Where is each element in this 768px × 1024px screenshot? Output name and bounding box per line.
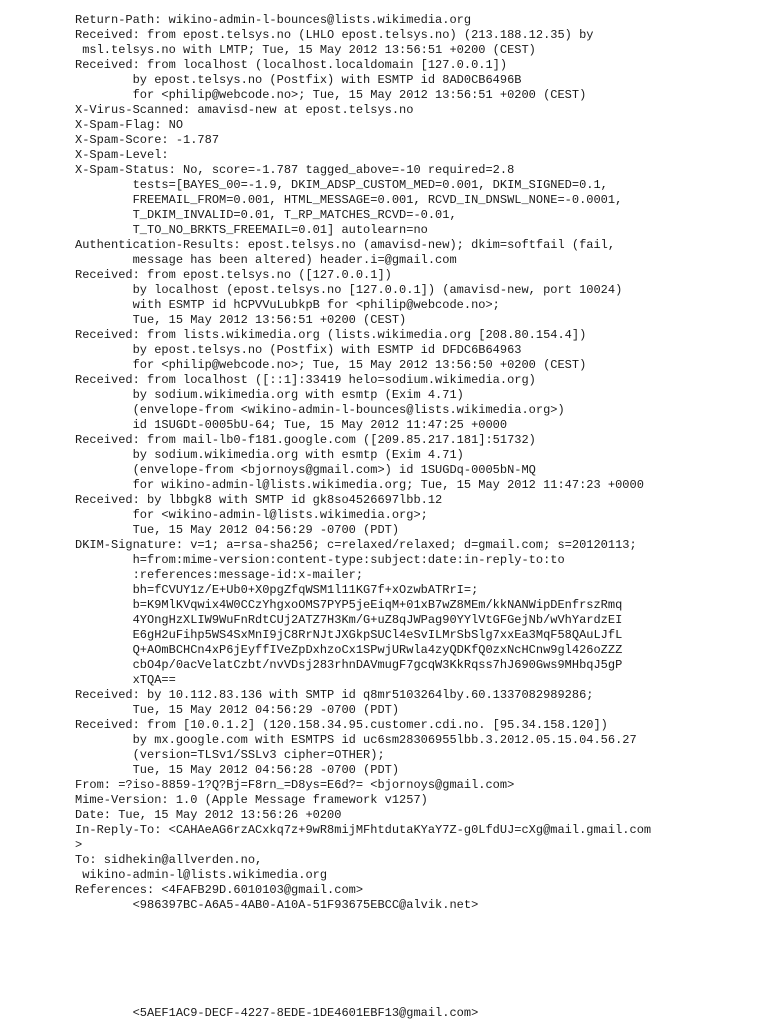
header-line: Received: from localhost (localhost.localdomain [127.0.0.1]) — [75, 58, 508, 72]
header-line: Received: from [10.0.1.2] (120.158.34.95.customer.cdi.no. [95.34.158.120]) — [75, 718, 608, 732]
header-line: X-Spam-Level: — [75, 148, 169, 162]
header-line: by localhost (epost.telsys.no [127.0.0.1]) (amavisd-new, port 10024) — [75, 283, 623, 297]
header-line: Received: from mail-lb0-f181.google.com ([209.85.217.181]:51732) — [75, 433, 536, 447]
header-line: for <wikino-admin-l@lists.wikimedia.org>; — [75, 508, 428, 522]
header-line: FREEMAIL_FROM=0.001, HTML_MESSAGE=0.001, RCVD_IN_DNSWL_NONE=-0.0001, — [75, 193, 623, 207]
header-line: Received: from localhost ([::1]:33419 helo=sodium.wikimedia.org) — [75, 373, 536, 387]
header-line: Received: by lbbgk8 with SMTP id gk8so4526697lbb.12 — [75, 493, 443, 507]
header-line: for <philip@webcode.no>; Tue, 15 May 2012 13:56:50 +0200 (CEST) — [75, 358, 587, 372]
header-line: References: <4FAFB29D.6010103@gmail.com> — [75, 883, 364, 897]
header-line: by epost.telsys.no (Postfix) with ESMTP id 8AD0CB6496B — [75, 73, 522, 87]
header-line: b=K9MlKVqwix4W0CCzYhgxoOMS7PYP5jeEiqM+01xB7wZ8MEm/kkNANWipDEnfrszRmq — [75, 598, 623, 612]
header-line: Received: from lists.wikimedia.org (lists.wikimedia.org [208.80.154.4]) — [75, 328, 587, 342]
header-line: Authentication-Results: epost.telsys.no (amavisd-new); dkim=softfail (fail, — [75, 238, 616, 252]
header-line: Received: from epost.telsys.no (LHLO epost.telsys.no) (213.188.12.35) by — [75, 28, 594, 42]
header-line: xTQA== — [75, 673, 176, 687]
header-line: Received: from epost.telsys.no ([127.0.0.1]) — [75, 268, 392, 282]
header-line: To: sidhekin@allverden.no, — [75, 853, 263, 867]
header-line: E6gH2uFihp5WS4SxMnI9jC8RrNJtJXGkpSUCl4eSvILMrSbSlg7xxEa3MqF58QAuLJfL — [75, 628, 623, 642]
header-line: Received: by 10.112.83.136 with SMTP id q8mr5103264lby.60.1337082989286; — [75, 688, 594, 702]
header-line: DKIM-Signature: v=1; a=rsa-sha256; c=relaxed/relaxed; d=gmail.com; s=20120113; — [75, 538, 637, 552]
header-line: tests=[BAYES_00=-1.9, DKIM_ADSP_CUSTOM_MED=0.001, DKIM_SIGNED=0.1, — [75, 178, 608, 192]
header-line: by epost.telsys.no (Postfix) with ESMTP id DFDC6B64963 — [75, 343, 522, 357]
header-line: :references:message-id:x-mailer; — [75, 568, 364, 582]
email-headers — [75, 13, 651, 913]
references-continuation-line: <5AEF1AC9-DECF-4227-8EDE-1DE4601EBF13@gmail.com> — [75, 1006, 479, 1020]
header-line: Q+AOmBCHCn4xP6jEyffIVeZpDxhzoCx1SPwjURwla4zyQDKfQ0zxNcHCnw9gl426oZZZ — [75, 643, 623, 657]
header-line: T_TO_NO_BRKTS_FREEMAIL=0.01] autolearn=no — [75, 223, 428, 237]
header-line: > — [75, 838, 83, 852]
header-line: msl.telsys.no with LMTP; Tue, 15 May 2012 13:56:51 +0200 (CEST) — [75, 43, 536, 57]
header-line: for wikino-admin-l@lists.wikimedia.org; Tue, 15 May 2012 11:47:23 +0000 — [75, 478, 644, 492]
header-line: (envelope-from <wikino-admin-l-bounces@lists.wikimedia.org>) — [75, 403, 565, 417]
header-line: message has been altered) header.i=@gmail.com — [75, 253, 457, 267]
header-line: X-Spam-Flag: NO — [75, 118, 184, 132]
header-line: Date: Tue, 15 May 2012 13:56:26 +0200 — [75, 808, 342, 822]
header-line: id 1SUGDt-0005bU-64; Tue, 15 May 2012 11:47:25 +0000 — [75, 418, 508, 432]
header-line: Return-Path: wikino-admin-l-bounces@lists.wikimedia.org — [75, 13, 472, 27]
header-line: with ESMTP id hCPVVuLubkpB for <philip@webcode.no>; — [75, 298, 500, 312]
header-line: <986397BC-A6A5-4AB0-A10A-51F93675EBCC@alvik.net> — [75, 898, 479, 912]
header-line: by sodium.wikimedia.org with esmtp (Exim 4.71) — [75, 448, 464, 462]
header-line: bh=fCVUY1z/E+Ub0+X0pgZfqWSM1l11KG7f+xOzwbATRrI=; — [75, 583, 479, 597]
header-line: (version=TLSv1/SSLv3 cipher=OTHER); — [75, 748, 385, 762]
header-line: Mime-Version: 1.0 (Apple Message framework v1257) — [75, 793, 428, 807]
header-line: cbO4p/0acVelatCzbt/nvVDsj283rhnDAVmugF7gcqW3KkRqss7hJ690Gws9MHbqJ5gP — [75, 658, 623, 672]
header-line: From: =?iso-8859-1?Q?Bj=F8rn_=D8ys=E6d?= <bjornoys@gmail.com> — [75, 778, 515, 792]
header-line: wikino-admin-l@lists.wikimedia.org — [75, 868, 328, 882]
header-line: Tue, 15 May 2012 04:56:29 -0700 (PDT) — [75, 703, 400, 717]
header-line: X-Virus-Scanned: amavisd-new at epost.telsys.no — [75, 103, 414, 117]
header-line: Tue, 15 May 2012 04:56:29 -0700 (PDT) — [75, 523, 400, 537]
header-line: Tue, 15 May 2012 13:56:51 +0200 (CEST) — [75, 313, 407, 327]
header-line: T_DKIM_INVALID=0.01, T_RP_MATCHES_RCVD=-0.01, — [75, 208, 457, 222]
header-line: X-Spam-Score: -1.787 — [75, 133, 220, 147]
header-line: for <philip@webcode.no>; Tue, 15 May 2012 13:56:51 +0200 (CEST) — [75, 88, 587, 102]
header-line: 4YOngHzXLIW9WuFnRdtCUj2ATZ7H3Km/G+uZ8qJWPag90YYlVtGFGejNb/wVhYardzEI — [75, 613, 623, 627]
header-line: Tue, 15 May 2012 04:56:28 -0700 (PDT) — [75, 763, 400, 777]
header-line: In-Reply-To: <CAHAeAG6rzACxkq7z+9wR8mijMFhtdutaKYaY7Z-g0LfdUJ=cXg@mail.gmail.com — [75, 823, 652, 837]
header-line: (envelope-from <bjornoys@gmail.com>) id 1SUGDq-0005bN-MQ — [75, 463, 536, 477]
header-line: h=from:mime-version:content-type:subject:date:in-reply-to:to — [75, 553, 565, 567]
header-line: X-Spam-Status: No, score=-1.787 tagged_above=-10 required=2.8 — [75, 163, 515, 177]
header-line: by mx.google.com with ESMTPS id uc6sm28306955lbb.3.2012.05.15.04.56.27 — [75, 733, 637, 747]
header-line: by sodium.wikimedia.org with esmtp (Exim 4.71) — [75, 388, 464, 402]
